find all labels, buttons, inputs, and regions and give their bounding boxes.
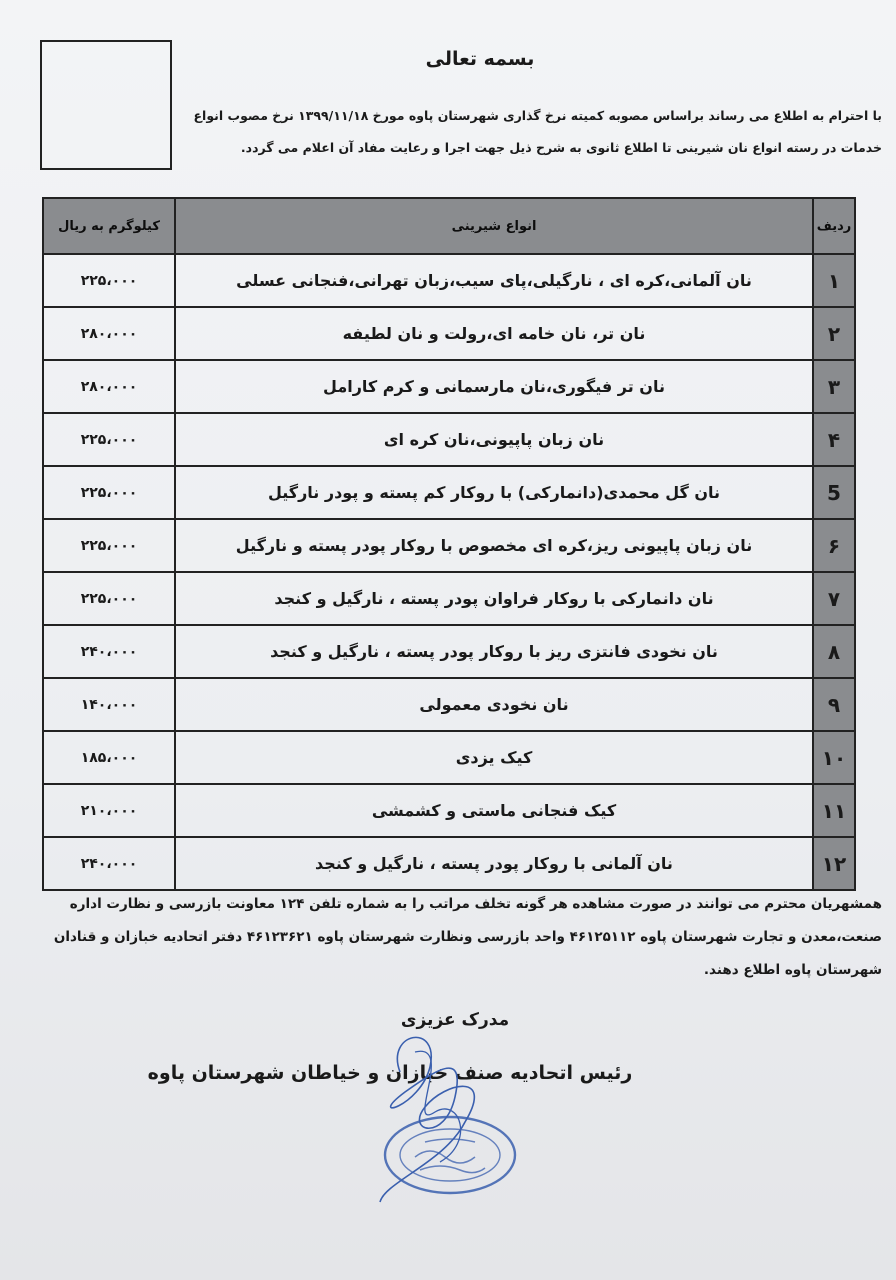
row-number-cell: ۴ — [813, 413, 855, 466]
price-cell: ۲۴۰،۰۰۰ — [43, 837, 175, 890]
pastry-name-cell: نان زبان پاپیونی،نان کره ای — [175, 413, 813, 466]
table-row — [43, 519, 855, 572]
document-heading: بسمه تعالی — [425, 48, 535, 70]
row-number-cell: 5 — [813, 466, 855, 519]
price-cell: ۲۴۰،۰۰۰ — [43, 625, 175, 678]
price-cell: ۲۱۰،۰۰۰ — [43, 784, 175, 837]
table-row — [43, 307, 855, 360]
row-number-cell: ۷ — [813, 572, 855, 625]
table-row — [43, 466, 855, 519]
header-price: کیلوگرم به ریال — [43, 198, 175, 254]
row-number-cell: ۱۱ — [813, 784, 855, 837]
signer-name: مدرک عزیزی — [400, 1010, 510, 1030]
pastry-name-cell: نان نخودی فانتزی ریز با روکار پودر پسته ، نارگیل و کنجد — [175, 625, 813, 678]
pastry-name-cell: کیک یزدی — [175, 731, 813, 784]
price-table — [42, 197, 856, 891]
price-cell: ۲۲۵،۰۰۰ — [43, 572, 175, 625]
pastry-name-cell: نان آلمانی،کره ای ، نارگیلی،پای سیب،زبان تهرانی،فنجانی عسلی — [175, 254, 813, 307]
table-row — [43, 731, 855, 784]
pastry-name-cell: نان دانمارکی با روکار فراوان پودر پسته ، نارگیل و کنجد — [175, 572, 813, 625]
table-row — [43, 360, 855, 413]
table-row — [43, 572, 855, 625]
pastry-name-cell: نان تر فیگوری،نان مارسمانی و کرم کارامل — [175, 360, 813, 413]
price-cell: ۲۸۰،۰۰۰ — [43, 360, 175, 413]
price-cell: ۲۲۵،۰۰۰ — [43, 466, 175, 519]
row-number-cell: ۱۲ — [813, 837, 855, 890]
row-number-cell: ۶ — [813, 519, 855, 572]
price-cell: ۱۴۰،۰۰۰ — [43, 678, 175, 731]
signer-title: رئیس اتحادیه صنف خبازان و خیاطان شهرستان پاوه — [147, 1062, 633, 1084]
pastry-name-cell: نان آلمانی با روکار پودر پسته ، نارگیل و کنجد — [175, 837, 813, 890]
row-number-cell: ۲ — [813, 307, 855, 360]
table-row — [43, 837, 855, 890]
price-cell: ۱۸۵،۰۰۰ — [43, 731, 175, 784]
header-pastry-type: انواع شیرینی — [175, 198, 813, 254]
price-cell: ۲۲۵،۰۰۰ — [43, 254, 175, 307]
row-number-cell: ۸ — [813, 625, 855, 678]
pastry-name-cell: کیک فنجانی ماستی و کشمشی — [175, 784, 813, 837]
photo-placeholder-box — [40, 40, 172, 170]
intro-paragraph: با احترام به اطلاع می رساند براساس مصوبه کمیته نرخ گذاری شهرستان پاوه مورخ ۱۳۹۹/۱۱/۱۸ نرخ مصوب انواع خدمات در رسته انواع نان شیرینی تا اطلاع ثانوی به شرح ذیل جهت اجرا و رعایت مفاد آن اعلام می گردد. — [193, 108, 882, 155]
table-row — [43, 678, 855, 731]
pastry-name-cell: نان تر، نان خامه ای،رولت و نان لطیفه — [175, 307, 813, 360]
complaint-notice: همشهریان محترم می توانند در صورت مشاهده هر گونه تخلف مراتب را به شماره تلفن ۱۲۴ معاونت بازرسی و نظارت اداره صنعت،معدن و تجارت شهرستان پاوه ۴۶۱۲۵۱۱۲ واحد بازرسی ونظارت شهرستان پاوه ۴۶۱۲۳۶۲۱ دفتر اتحادیه خبازان و قنادان شهرستان پاوه اطلاع دهند. — [53, 896, 882, 978]
price-cell: ۲۸۰،۰۰۰ — [43, 307, 175, 360]
table-row — [43, 413, 855, 466]
row-number-cell: ۹ — [813, 678, 855, 731]
row-number-cell: ۳ — [813, 360, 855, 413]
pastry-name-cell: نان گل محمدی(دانمارکی) با روکار کم پسته و پودر نارگیل — [175, 466, 813, 519]
row-number-cell: ۱ — [813, 254, 855, 307]
table-header-row — [43, 198, 855, 254]
price-cell: ۲۲۵،۰۰۰ — [43, 519, 175, 572]
pastry-name-cell: نان زبان پاپیونی ریز،کره ای مخصوص با روکار پودر پسته و نارگیل — [175, 519, 813, 572]
pastry-name-cell: نان نخودی معمولی — [175, 678, 813, 731]
table-row — [43, 784, 855, 837]
table-row — [43, 254, 855, 307]
row-number-cell: ۱۰ — [813, 731, 855, 784]
price-cell: ۲۲۵،۰۰۰ — [43, 413, 175, 466]
header-row-number: ردیف — [813, 198, 855, 254]
table-row — [43, 625, 855, 678]
